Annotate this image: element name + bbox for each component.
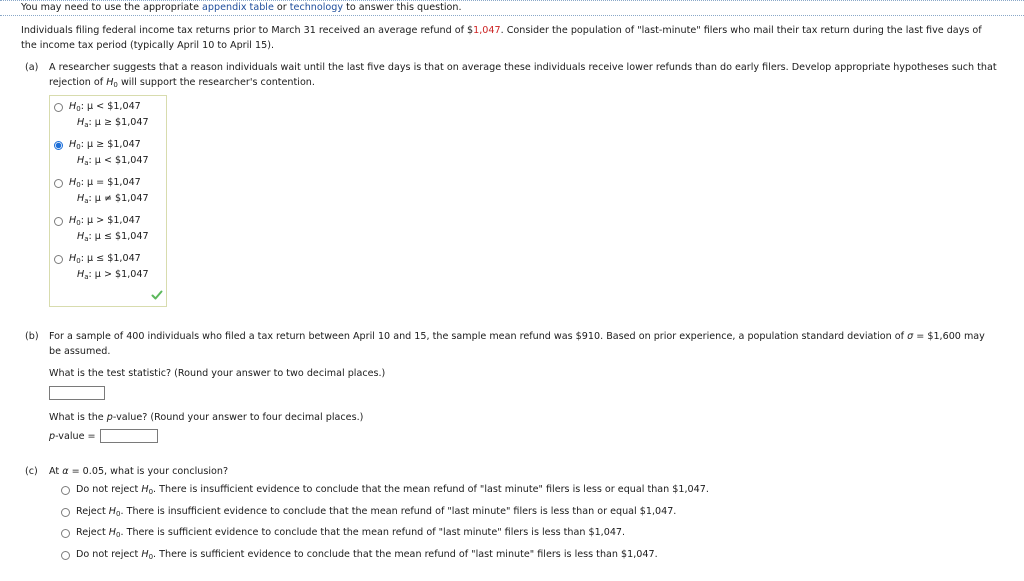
h-symbol: H: [141, 548, 149, 560]
part-c-prompt-start: At: [49, 466, 63, 477]
h0-subscript: 0: [113, 80, 118, 89]
conclusion-post: . There is insufficient evidence to conclude that the mean refund of "last minute" filers is less or equal than $1,047.: [153, 484, 709, 495]
conclusion-pre: Do not reject: [76, 484, 142, 495]
p-value-label-rest: -value =: [55, 431, 96, 442]
part-b-prompt: [49, 330, 1014, 359]
part-a-label: (a): [25, 62, 39, 73]
hypothesis-option[interactable]: [54, 214, 164, 248]
p-italic: p: [106, 412, 113, 423]
conclusion-pre: Reject: [76, 505, 109, 517]
ha-subscript: a: [84, 121, 89, 129]
part-b-line1-start: For a sample of 400 individuals who filed a tax return between April 10 and 15, the sample mean refund was $910. Based on prior experience, a population standard deviation of: [49, 331, 908, 342]
intro-mid: or: [273, 2, 290, 13]
null-hypothesis-text: : μ ≥ $1,047: [80, 139, 141, 150]
radio-button[interactable]: [61, 486, 70, 495]
alternative-hypothesis-text: : μ ≤ $1,047: [88, 231, 149, 242]
part-b-line2: be assumed.: [49, 345, 111, 357]
problem-line1-start: Individuals filing federal income tax returns prior to March 31 received an average refund of $: [21, 25, 474, 36]
alpha-symbol: α: [62, 466, 69, 477]
part-a-line1: A researcher suggests that a reason individuals wait until the last five days is that on average these individuals receive lower refunds than do early filers. Develop appropriate hypotheses such that: [49, 62, 997, 73]
alternative-hypothesis-text: : μ < $1,047: [88, 155, 149, 166]
h-symbol: H: [77, 193, 85, 204]
intro-suffix: to answer this question.: [343, 2, 462, 13]
h0-subscript: 0: [116, 531, 121, 539]
p-value-question: [49, 411, 363, 426]
h0-subscript: 0: [148, 552, 154, 561]
hypothesis-option[interactable]: [54, 176, 164, 210]
conclusion-post: . There is insufficient evidence to conclude that the mean refund of "last minute" filers is less than or equal $1,047.: [120, 505, 677, 517]
problem-refund-amount: 1,047: [473, 25, 501, 36]
radio-button[interactable]: [61, 551, 70, 560]
hypothesis-option[interactable]: [54, 100, 164, 134]
ha-subscript: a: [84, 197, 89, 205]
alternative-hypothesis-text: : μ > $1,047: [88, 269, 149, 280]
ha-subscript: a: [84, 235, 89, 243]
h0-subscript: 0: [76, 181, 81, 189]
intro-note: [21, 2, 462, 13]
conclusion-post: . There is sufficient evidence to conclude that the mean refund of "last minute" filers is less than $1,047.: [120, 527, 626, 538]
part-b-line1-end: = $1,600 may: [913, 331, 985, 342]
radio-button[interactable]: [54, 179, 63, 188]
h-symbol: H: [77, 231, 85, 242]
p-value-label-p: p: [49, 431, 56, 442]
radio-button[interactable]: [54, 103, 63, 112]
p-value-input[interactable]: [100, 429, 158, 443]
top-dotted-border: [0, 0, 1024, 1]
part-b-label: (b): [25, 331, 39, 342]
appendix-table-link[interactable]: appendix table: [202, 2, 274, 13]
null-hypothesis: [69, 101, 141, 113]
h-symbol: H: [69, 253, 77, 264]
radio-selected[interactable]: [54, 141, 63, 150]
problem-line1-end: . Consider the population of "last-minute" filers who mail their tax return during the last five days of: [500, 25, 982, 36]
radio-button[interactable]: [61, 529, 70, 538]
conclusion-text: [76, 506, 676, 518]
null-hypothesis-text: : μ > $1,047: [80, 215, 141, 226]
conclusion-pre: Do not reject: [76, 548, 142, 560]
h0-subscript: 0: [76, 143, 81, 151]
alternative-hypothesis: [77, 193, 149, 205]
conclusion-text: [76, 549, 658, 561]
part-c-label: (c): [25, 466, 38, 477]
problem-line2: the income tax period (typically April 10 to April 15).: [21, 39, 275, 51]
h0-subscript: 0: [116, 509, 121, 518]
null-hypothesis: [69, 215, 141, 227]
null-hypothesis: [69, 139, 141, 151]
alternative-hypothesis-text: : μ ≠ $1,047: [88, 193, 149, 204]
ha-subscript: a: [84, 159, 89, 167]
alternative-hypothesis-text: : μ ≥ $1,047: [88, 117, 149, 128]
technology-link[interactable]: technology: [289, 2, 344, 13]
h0-subscript: 0: [148, 488, 154, 496]
intro-dotted-divider: [0, 15, 1024, 16]
hypotheses-options-box: [49, 95, 167, 307]
part-a-line2-start: rejection of: [49, 76, 107, 88]
null-hypothesis-text: : μ < $1,047: [80, 101, 141, 112]
alternative-hypothesis: [77, 269, 149, 281]
null-hypothesis: [69, 253, 141, 265]
conclusion-text: [76, 527, 625, 539]
h0-subscript: 0: [76, 105, 81, 113]
part-a-line2-end: will support the researcher's contention.: [117, 76, 315, 88]
problem-statement: [21, 24, 982, 53]
h0-symbol: H: [106, 76, 114, 88]
h-symbol: H: [77, 269, 85, 280]
h0-subscript: 0: [76, 219, 81, 227]
h-symbol: H: [69, 215, 77, 226]
alternative-hypothesis: [77, 117, 149, 129]
h-symbol: H: [108, 527, 117, 538]
null-hypothesis-text: : μ = $1,047: [80, 177, 141, 188]
part-c-prompt-end: = 0.05, what is your conclusion?: [68, 466, 229, 477]
null-hypothesis-text: : μ ≤ $1,047: [80, 253, 141, 264]
h-symbol: H: [77, 155, 85, 166]
h-symbol: H: [69, 177, 77, 188]
conclusion-post: . There is sufficient evidence to conclude that the mean refund of "last minute" filers is less than $1,047.: [153, 548, 658, 560]
p-value-label: [49, 430, 96, 445]
radio-button[interactable]: [54, 255, 63, 264]
h-symbol: H: [69, 101, 77, 112]
radio-button[interactable]: [54, 217, 63, 226]
h-symbol: H: [108, 505, 117, 517]
test-statistic-input[interactable]: [49, 386, 105, 400]
sigma-symbol: σ: [907, 331, 914, 342]
correct-checkmark-icon: [151, 289, 163, 301]
part-c-prompt: [49, 465, 228, 480]
alternative-hypothesis: [77, 155, 149, 167]
part-a-prompt: [49, 61, 1014, 92]
conclusion-text: [76, 484, 709, 496]
radio-button[interactable]: [61, 508, 70, 517]
p-value-question-start: What is the: [49, 412, 107, 423]
hypothesis-option[interactable]: [54, 252, 164, 286]
h-symbol: H: [141, 484, 149, 495]
ha-subscript: a: [84, 273, 89, 281]
h-symbol: H: [69, 139, 77, 150]
conclusion-pre: Reject: [76, 527, 109, 538]
alternative-hypothesis: [77, 231, 149, 243]
hypothesis-option[interactable]: [54, 138, 164, 172]
p-value-question-end: -value? (Round your answer to four decimal places.): [112, 412, 364, 423]
null-hypothesis: [69, 177, 141, 189]
intro-prefix: You may need to use the appropriate: [21, 2, 203, 13]
h-symbol: H: [77, 117, 85, 128]
test-statistic-question: What is the test statistic? (Round your answer to two decimal places.): [49, 368, 386, 379]
h0-subscript: 0: [76, 257, 81, 265]
